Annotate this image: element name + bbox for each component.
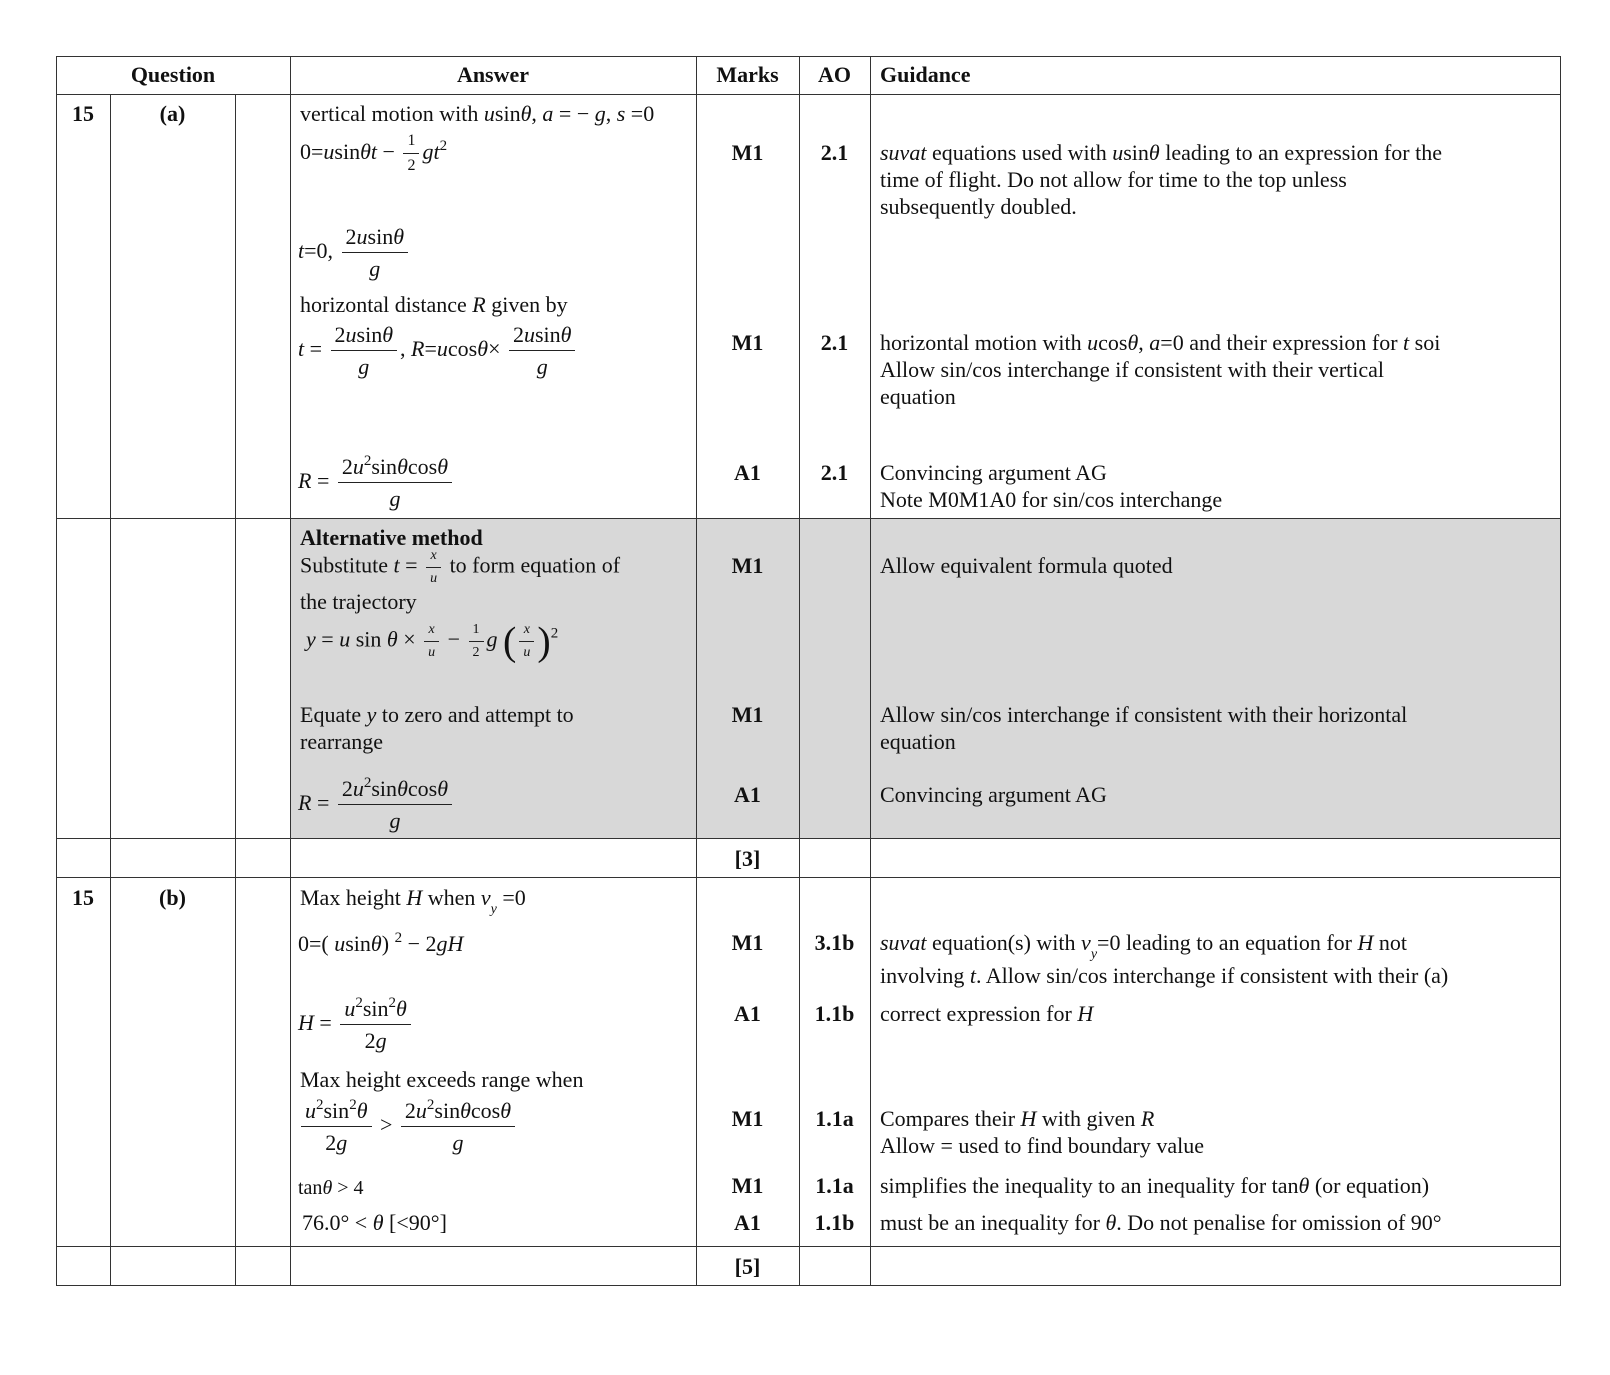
- header-guidance: Guidance: [880, 62, 971, 87]
- guidance-text: equation: [880, 729, 956, 754]
- ao-code: 3.1b: [814, 930, 855, 955]
- rule: [110, 94, 111, 1286]
- mark-code: M1: [731, 702, 764, 727]
- guidance-text: Convincing argument AG: [880, 460, 1107, 485]
- rule: [56, 1246, 1561, 1247]
- mark-code: A1: [734, 1210, 761, 1235]
- mark-code: M1: [731, 330, 764, 355]
- question-part: (a): [159, 101, 186, 126]
- mark-code: M1: [731, 140, 764, 165]
- answer-line: horizontal distance R given by: [300, 292, 568, 317]
- answer-line: Max height H when $v_y =0$: [300, 885, 526, 917]
- mark-scheme-table: [56, 56, 1561, 1327]
- rule: [1560, 56, 1561, 1286]
- header-ao: AO: [818, 62, 851, 87]
- mark-code: M1: [731, 1173, 764, 1198]
- rule: [56, 56, 1561, 57]
- ao-code: 2.1: [820, 140, 849, 165]
- guidance-text: Allow sin/cos interchange if consistent with their vertical: [880, 357, 1385, 382]
- rule: [56, 56, 57, 1286]
- mark-code: A1: [734, 1001, 761, 1026]
- answer-equation: 0=( usinθ) $^2$ − 2gH: [298, 930, 464, 956]
- answer-equation: H = $\frac{u^2\sin^2\theta}{2g}$: [298, 996, 414, 1054]
- answer-line: Equate y to zero and attempt to: [300, 702, 574, 727]
- answer-line: Max height exceeds range when: [300, 1067, 584, 1092]
- header-question: Question: [130, 62, 216, 87]
- guidance-text: suvat equation(s) with $v_y=0$ leading to an equation for H not: [880, 930, 1407, 962]
- mark-code: A1: [734, 460, 761, 485]
- guidance-text: simplifies the inequality to an inequality for tanθ (or equation): [880, 1173, 1430, 1198]
- guidance-text: correct expression for H: [880, 1001, 1094, 1026]
- total-marks: [5]: [734, 1254, 761, 1279]
- answer-equation: 0=usinθt − $\frac{1}{2}$ $gt^2$: [300, 132, 448, 175]
- question-part: (b): [159, 885, 186, 910]
- ao-code: 2.1: [820, 330, 849, 355]
- rule: [290, 56, 291, 1286]
- answer-equation: R = $\frac{2u^2\sin\theta\cos\theta}{g}$: [298, 454, 455, 512]
- guidance-text: involving t. Allow sin/cos interchange if consistent with their (a): [880, 963, 1449, 988]
- guidance-text: time of flight. Do not allow for time to the top unless: [880, 167, 1347, 192]
- answer-equation: tanθ > 4: [298, 1177, 364, 1199]
- answer-equation: t = $\frac{2usin\theta}{g}$ , R=ucosθ× $\frac{2usin\theta}{g}$: [298, 322, 578, 380]
- question-number: 15: [72, 101, 94, 126]
- rule: [799, 56, 800, 1286]
- guidance-text: Convincing argument AG: [880, 782, 1107, 807]
- rule: [870, 56, 871, 1286]
- answer-line: rearrange: [300, 729, 384, 754]
- header-marks: Marks: [716, 62, 779, 87]
- answer-line: vertical motion with usinθ, a = − g, s =0: [300, 101, 655, 126]
- ao-code: 2.1: [820, 460, 849, 485]
- guidance-text: suvat equations used with usinθ leading to an expression for the: [880, 140, 1442, 165]
- ao-code: 1.1a: [815, 1106, 854, 1131]
- mark-code: M1: [731, 930, 764, 955]
- rule: [56, 838, 1561, 839]
- mark-code: M1: [731, 1106, 764, 1131]
- answer-equation: R = $\frac{2u^2\sin\theta\cos\theta}{g}$: [298, 776, 455, 834]
- guidance-text: Note M0M1A0 for sin/cos interchange: [880, 487, 1223, 512]
- header-answer: Answer: [456, 62, 530, 87]
- guidance-text: Allow equivalent formula quoted: [880, 553, 1173, 578]
- guidance-text: Compares their H with given R: [880, 1106, 1155, 1131]
- total-marks: [3]: [734, 846, 761, 871]
- rule: [235, 94, 236, 1286]
- answer-equation: $\frac{u^2\sin^2\theta}{2g}$ > $\frac{2u^2\sin\theta\cos\theta}{g}$: [298, 1098, 518, 1156]
- rule: [56, 877, 1561, 878]
- rule: [696, 56, 697, 1286]
- guidance-text: horizontal motion with ucosθ, a=0 and their expression for t soi: [880, 330, 1441, 355]
- ao-code: 1.1b: [814, 1001, 855, 1026]
- guidance-text: must be an inequality for θ. Do not penalise for omission of 90°: [880, 1210, 1442, 1235]
- ao-code: 1.1b: [814, 1210, 855, 1235]
- answer-line: the trajectory: [300, 589, 417, 614]
- rule: [56, 1285, 1561, 1286]
- question-number: 15: [72, 885, 94, 910]
- mark-code: M1: [731, 553, 764, 578]
- rule: [56, 94, 1561, 95]
- mark-code: A1: [734, 782, 761, 807]
- ao-code: 1.1a: [815, 1173, 854, 1198]
- answer-equation: y = u sin θ × $\frac{x}{u}$ − $\frac{1}{2}$ g ( $\frac{x}{u}$ )$^2$: [306, 618, 559, 664]
- alt-method-title: Alternative method: [300, 525, 483, 550]
- guidance-text: Allow = used to find boundary value: [880, 1133, 1205, 1158]
- guidance-text: subsequently doubled.: [880, 194, 1077, 219]
- rule: [56, 518, 1561, 519]
- guidance-text: equation: [880, 384, 956, 409]
- answer-line: Substitute t = $\frac{x}{u}$ to form equation of: [300, 548, 621, 587]
- answer-equation: t=0, $\frac{2usin\theta}{g}$: [298, 224, 411, 282]
- answer-equation: 76.0° < θ [<90°]: [302, 1210, 447, 1235]
- guidance-text: Allow sin/cos interchange if consistent with their horizontal: [880, 702, 1408, 727]
